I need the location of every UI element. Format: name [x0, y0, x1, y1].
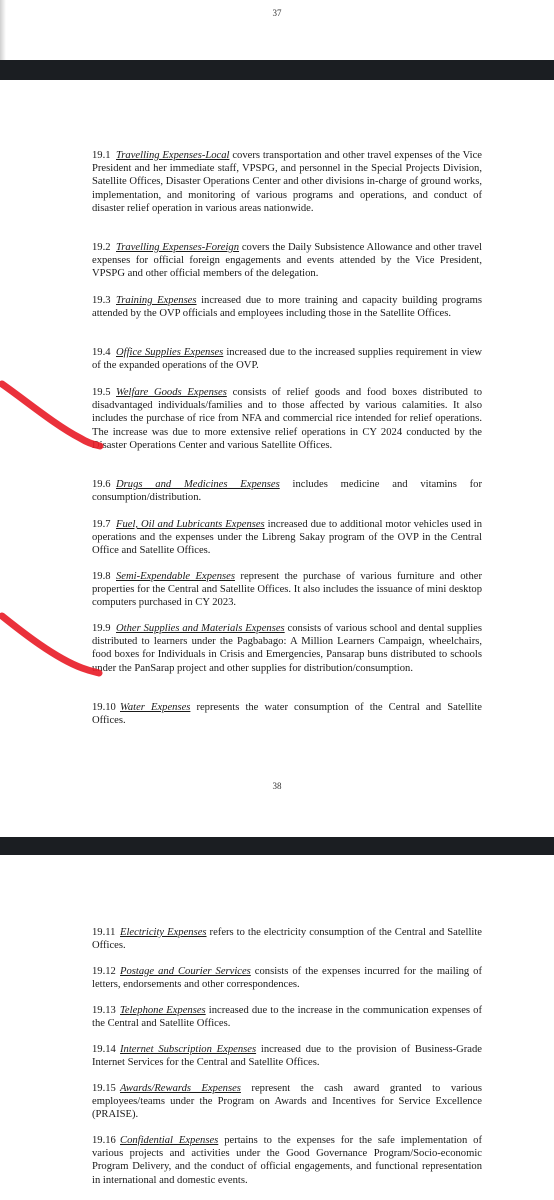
paragraph-text: increased due to the increased supplies requirement in view of the expanded operations of the OVP.	[92, 347, 482, 372]
paragraph-19-5	[92, 386, 482, 452]
paragraph-title: Awards/Rewards Expenses	[120, 1083, 241, 1094]
paragraph-number: 19.5	[92, 387, 111, 398]
paragraph-title: Water Expenses	[120, 702, 191, 713]
red-annotation-stroke	[0, 380, 120, 460]
paragraph-text: represent the cash award granted to various employees/teams under the Program on Awards and Incentives for Service Excellence (PRAISE).	[92, 1083, 483, 1121]
paragraph-number: 19.10	[92, 702, 116, 713]
paragraph-19-16	[92, 1134, 482, 1187]
paragraph-19-15	[92, 1082, 482, 1122]
paragraph-title: Drugs and Medicines Expenses	[116, 479, 280, 490]
paragraph-19-8	[92, 570, 482, 610]
paragraph-19-2	[92, 241, 482, 281]
paragraph-title: Semi-Expendable Expenses	[116, 571, 235, 582]
paragraph-19-11	[92, 926, 482, 952]
paragraph-19-12	[92, 965, 482, 991]
paragraph-text: increased due to additional motor vehicles used in operations and the expenses under the Libreng Sakay program of the OVP in the Central Office and Satellite Offices.	[92, 519, 482, 557]
paragraph-19-4	[92, 346, 482, 372]
paragraph-number: 19.3	[92, 295, 111, 306]
paragraph-number: 19.16	[92, 1135, 116, 1146]
paragraph-number: 19.11	[92, 927, 116, 938]
paragraph-number: 19.15	[92, 1083, 116, 1094]
paragraph-title: Other Supplies and Materials Expenses	[116, 623, 285, 634]
paragraph-19-9	[92, 622, 482, 675]
paragraph-title: Travelling Expenses-Foreign	[116, 242, 240, 253]
paragraph-title: Welfare Goods Expenses	[116, 387, 227, 398]
paragraph-number: 19.7	[92, 519, 111, 530]
paragraph-number: 19.2	[92, 242, 111, 253]
paragraph-title: Internet Subscription Expenses	[120, 1044, 257, 1055]
paragraph-text: includes medicine and vitamins for consumption/distribution.	[92, 479, 482, 504]
paragraph-19-3	[92, 294, 482, 320]
paragraph-title: Training Expenses	[116, 295, 197, 306]
paragraph-number: 19.6	[92, 479, 111, 490]
paragraph-text: covers the Daily Subsistence Allowance and other travel expenses for official foreign engagements and events attended by the Vice President, VPSPG and other official members of the delegation.	[92, 242, 482, 280]
paragraph-number: 19.1	[92, 150, 111, 161]
paragraph-number: 19.12	[92, 966, 116, 977]
page-separator-bar	[0, 60, 554, 80]
paragraph-19-10	[92, 701, 482, 727]
paragraph-title: Telephone Expenses	[120, 1005, 206, 1016]
paragraph-text: consists of relief goods and food boxes distributed to disadvantaged individuals/families and to those affected by various calamities. It also includes the purchase of rice from NFA and commercial rice intended for relief operations. The increase was due to more extensive relief operations in CY 2024 conducted by the Disaster Operations Center and various Satellite Offices.	[92, 387, 482, 451]
paragraph-19-1	[92, 149, 482, 215]
paragraph-number: 19.4	[92, 347, 111, 358]
paragraph-text: pertains to the expenses for the safe implementation of various projects and activities under the Good Governance Program/Socio-economic Program Delivery, and the conduct of official engagements, and functional representation in international and domestic events.	[92, 1135, 482, 1186]
paragraph-number: 19.9	[92, 623, 111, 634]
paragraph-title: Postage and Courier Services	[120, 966, 251, 977]
paragraph-text: increased due to the increase in the communication expenses of the Central and Satellite Offices.	[92, 1005, 482, 1030]
paragraph-19-14	[92, 1043, 482, 1069]
paragraph-number: 19.13	[92, 1005, 116, 1016]
paragraph-title: Fuel, Oil and Lubricants Expenses	[116, 519, 265, 530]
paragraph-text: increased due to the provision of Business-Grade Internet Services for the Central and Satellite Offices.	[92, 1044, 482, 1069]
red-annotation-path	[2, 616, 99, 673]
paragraph-number: 19.8	[92, 571, 111, 582]
paragraph-text: increased due to more training and capacity building programs attended by the OVP officials and employees including those in the Satellite Offices.	[92, 295, 482, 320]
page-number-top: 37	[272, 8, 282, 18]
paragraph-text: represent the purchase of various furniture and other properties for the Central and Satellite Offices. It also includes the issuance of mini desktop computers purchased in CY 2023.	[92, 571, 482, 609]
paragraph-title: Electricity Expenses	[120, 927, 207, 938]
paragraph-title: Office Supplies Expenses	[116, 347, 224, 358]
page-number-bottom: 38	[272, 781, 282, 791]
paragraph-19-13	[92, 1004, 482, 1030]
paragraph-text: covers transportation and other travel expenses of the Vice President and her immediate staff, VPSPG, and personnel in the Special Projects Division, Satellite Offices, Disaster Operations Center and other divisions in-charge of ground works, implementation, and monitoring of various programs and operations, and conduct of disaster relief operation in various areas nationwide.	[92, 150, 482, 214]
paragraph-text: represents the water consumption of the Central and Satellite Offices.	[92, 702, 482, 727]
red-annotation-path	[2, 384, 100, 446]
paragraph-title: Confidential Expenses	[120, 1135, 219, 1146]
paragraph-title: Travelling Expenses-Local	[116, 150, 230, 161]
red-annotation-stroke	[0, 610, 120, 690]
page-separator-bar	[0, 837, 554, 855]
paragraph-text: refers to the electricity consumption of the Central and Satellite Offices.	[92, 927, 482, 952]
paragraph-text: consists of the expenses incurred for the mailing of letters, endorsements and other correspondences.	[92, 966, 482, 991]
paragraph-number: 19.14	[92, 1044, 116, 1055]
paragraph-19-6	[92, 478, 482, 504]
paragraph-text: consists of various school and dental supplies distributed to learners under the Pagbabago: A Million Learners Campaign, wheelchairs, food boxes for Individuals in Crisis and Emergencies, Pansarap buns distributed to schools under the PanSarap project and other supplies for distribution/consumption.	[92, 623, 482, 674]
paragraph-19-7	[92, 518, 482, 558]
